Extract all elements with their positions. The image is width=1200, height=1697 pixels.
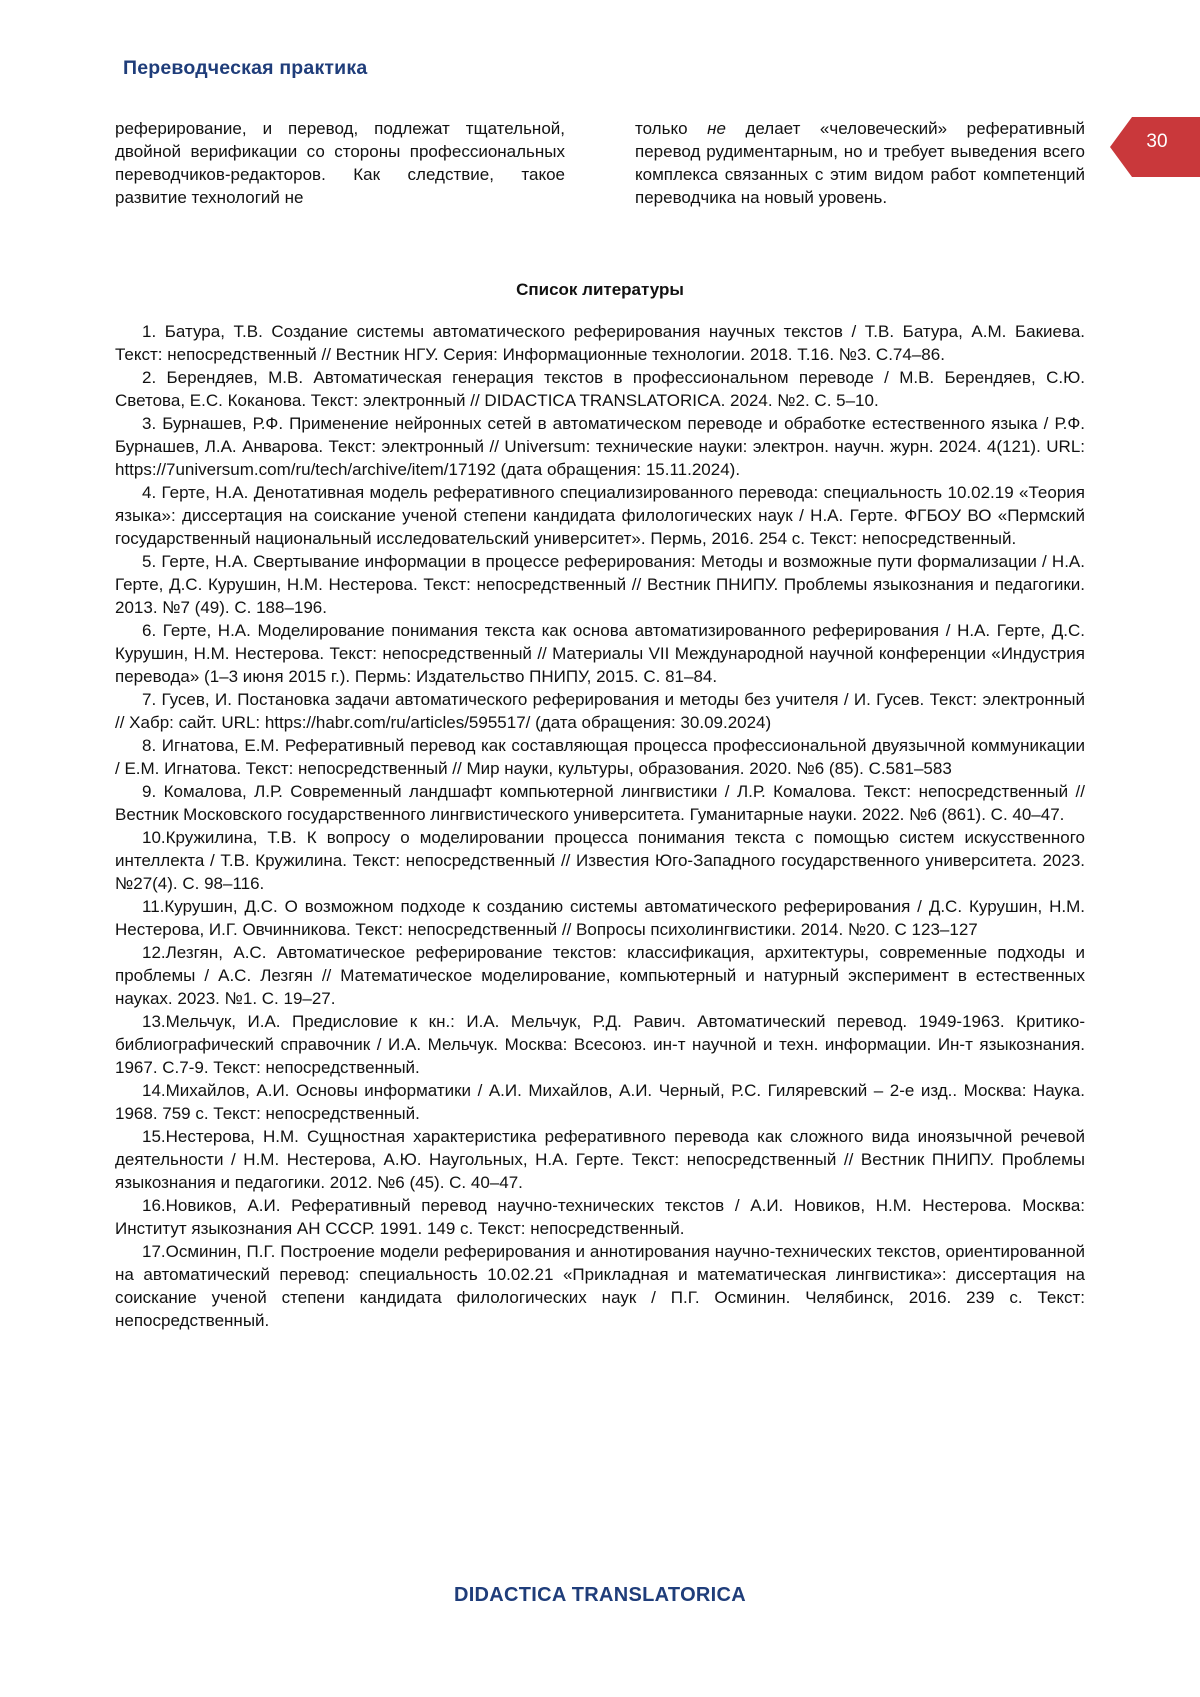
reference-item: 10.Кружилина, Т.В. К вопросу о моделировании процесса понимания текста с помощью систем искусственного интеллекта / Т.В. Кружилина. Текст: непосредственный // Известия Юго-Западного государственного университета. 2023. №27(4). С. 98–116. (115, 828, 1085, 893)
page-number: 30 (1146, 131, 1168, 152)
intro-text-left-column: реферирование, и перевод, подлежат тщательной, двойной верификации со стороны профессиональных переводчиков-редакторов. Как следствие, такое развитие технологий не (115, 119, 565, 207)
journal-footer: DIDACTICA TRANSLATORICA (453, 1584, 747, 1606)
intro-right-emphasis: не (707, 119, 726, 138)
reference-item: 14.Михайлов, А.И. Основы информатики / А.И. Михайлов, А.И. Черный, Р.С. Гиляревский – 2-е изд.. Москва: Наука. 1968. 759 с. Текст: непосредственный. (115, 1081, 1085, 1123)
reference-item: 9. Комалова, Л.Р. Современный ландшафт компьютерной лингвистики / Л.Р. Комалова. Текст: непосредственный // Вестник Московского государственного лингвистического университета. Гуманитарные науки. 2022. №6 (861). С. 40–47. (115, 782, 1085, 824)
reference-item: 11.Курушин, Д.С. О возможном подходе к созданию системы автоматического реферирования / Д.С. Курушин, Н.М. Нестерова, И.Г. Овчинникова. Текст: непосредственный // Вопросы психолингвистики. 2014. №20. С 123–127 (115, 897, 1085, 939)
reference-item: 8. Игнатова, Е.М. Реферативный перевод как составляющая процесса профессиональной двуязычной коммуникации / Е.М. Игнатова. Текст: непосредственный // Мир науки, культуры, образования. 2020. №6 (85). С.581–583 (115, 736, 1085, 778)
running-header-title: Переводческая практика (123, 57, 368, 79)
intro-right-part-2: делает «человеческий» реферативный перевод рудиментарным, но и требует выведения всего комплекса связанных с этим видом работ компетенций переводчика на новый уровень. (635, 119, 1085, 207)
references-heading: Список литературы (516, 280, 684, 299)
intro-right-part-1: только (635, 119, 708, 138)
reference-item: 16.Новиков, А.И. Реферативный перевод научно-технических текстов / А.И. Новиков, Н.М. Нестерова. Москва: Институт языкознания АН СССР. 1991. 149 с. Текст: непосредственный. (115, 1196, 1085, 1238)
reference-item: 2. Берендяев, М.В. Автоматическая генерация текстов в профессиональном переводе / М.В. Берендяев, С.Ю. Светова, Е.С. Коканова. Текст: электронный // DIDACTICA TRANSLATORICA. 2024. №2. С. 5–10. (115, 368, 1085, 410)
references-list (115, 320, 1085, 1332)
reference-item: 1. Батура, Т.В. Создание системы автоматического реферирования научных текстов / Т.В. Батура, А.М. Бакиева. Текст: непосредственный // Вестник НГУ. Серия: Информационные технологии. 2018. Т.16. №3. С.74–86. (115, 322, 1085, 364)
reference-item: 15.Нестерова, Н.М. Сущностная характеристика реферативного перевода как сложного вида иноязычной речевой деятельности / Н.М. Нестерова, А.Ю. Наугольных, Н.А. Герте. Текст: непосредственный // Вестник ПНИПУ. Проблемы языкознания и педагогики. 2012. №6 (45). С. 40–47. (115, 1127, 1085, 1192)
reference-item: 4. Герте, Н.А. Денотативная модель реферативного специализированного перевода: специальность 10.02.19 «Теория языка»: диссертация на соискание ученой степени кандидата филологических наук / Н.А. Герте. ФГБОУ ВО «Пермский государственный национальный исследовательский университет». Пермь, 2016. 254 с. Текст: непосредственный. (115, 483, 1085, 548)
reference-item: 13.Мельчук, И.А. Предисловие к кн.: И.А. Мельчук, Р.Д. Равич. Автоматический перевод. 1949-1963. Критико-библиографический справочник / И.А. Мельчук. Москва: Всесоюз. ин-т научной и техн. информации. Ин-т языкознания. 1967. С.7-9. Текст: непосредственный. (115, 1012, 1085, 1077)
reference-item: 5. Герте, Н.А. Свертывание информации в процессе реферирования: Методы и возможные пути формализации / Н.А. Герте, Д.С. Курушин, Н.М. Нестерова. Текст: непосредственный // Вестник ПНИПУ. Проблемы языкознания и педагогики. 2013. №7 (49). С. 188–196. (115, 552, 1085, 617)
reference-item: 3. Бурнашев, Р.Ф. Применение нейронных сетей в автоматическом переводе и обработке естественного языка / Р.Ф. Бурнашев, Л.А. Анварова. Текст: электронный // Universum: технические науки: электрон. научн. журн. 2024. 4(121). URL: https://7universum.com/ru/tech/archive/item/17192 (дата обращения: 15.11.2024). (115, 414, 1085, 479)
reference-item: 12.Лезгян, А.С. Автоматическое реферирование текстов: классификация, архитектуры, современные подходы и проблемы / А.С. Лезгян // Математическое моделирование, компьютерный и натурный эксперимент в естественных науках. 2023. №1. С. 19–27. (115, 943, 1085, 1008)
intro-text-right-column (635, 117, 1085, 209)
reference-item: 6. Герте, Н.А. Моделирование понимания текста как основа автоматизированного реферирования / Н.А. Герте, Д.С. Курушин, Н.М. Нестерова. Текст: непосредственный // Материалы VII Международной научной конференции «Индустрия перевода» (1–3 июня 2015 г.). Пермь: Издательство ПНИПУ, 2015. С. 81–84. (115, 621, 1085, 686)
reference-item: 17.Осминин, П.Г. Построение модели реферирования и аннотирования научно-технических текстов, ориентированной на автоматический перевод: специальность 10.02.21 «Прикладная и математическая лингвистика»: диссертация на соискание ученой степени кандидата филологических наук / П.Г. Осминин. Челябинск, 2016. 239 с. Текст: непосредственный. (115, 1242, 1085, 1330)
reference-item: 7. Гусев, И. Постановка задачи автоматического реферирования и методы без учителя / И. Гусев. Текст: электронный // Хабр: сайт. URL: https://habr.com/ru/articles/595517/ (дата обращения: 30.09.2024) (115, 690, 1085, 732)
